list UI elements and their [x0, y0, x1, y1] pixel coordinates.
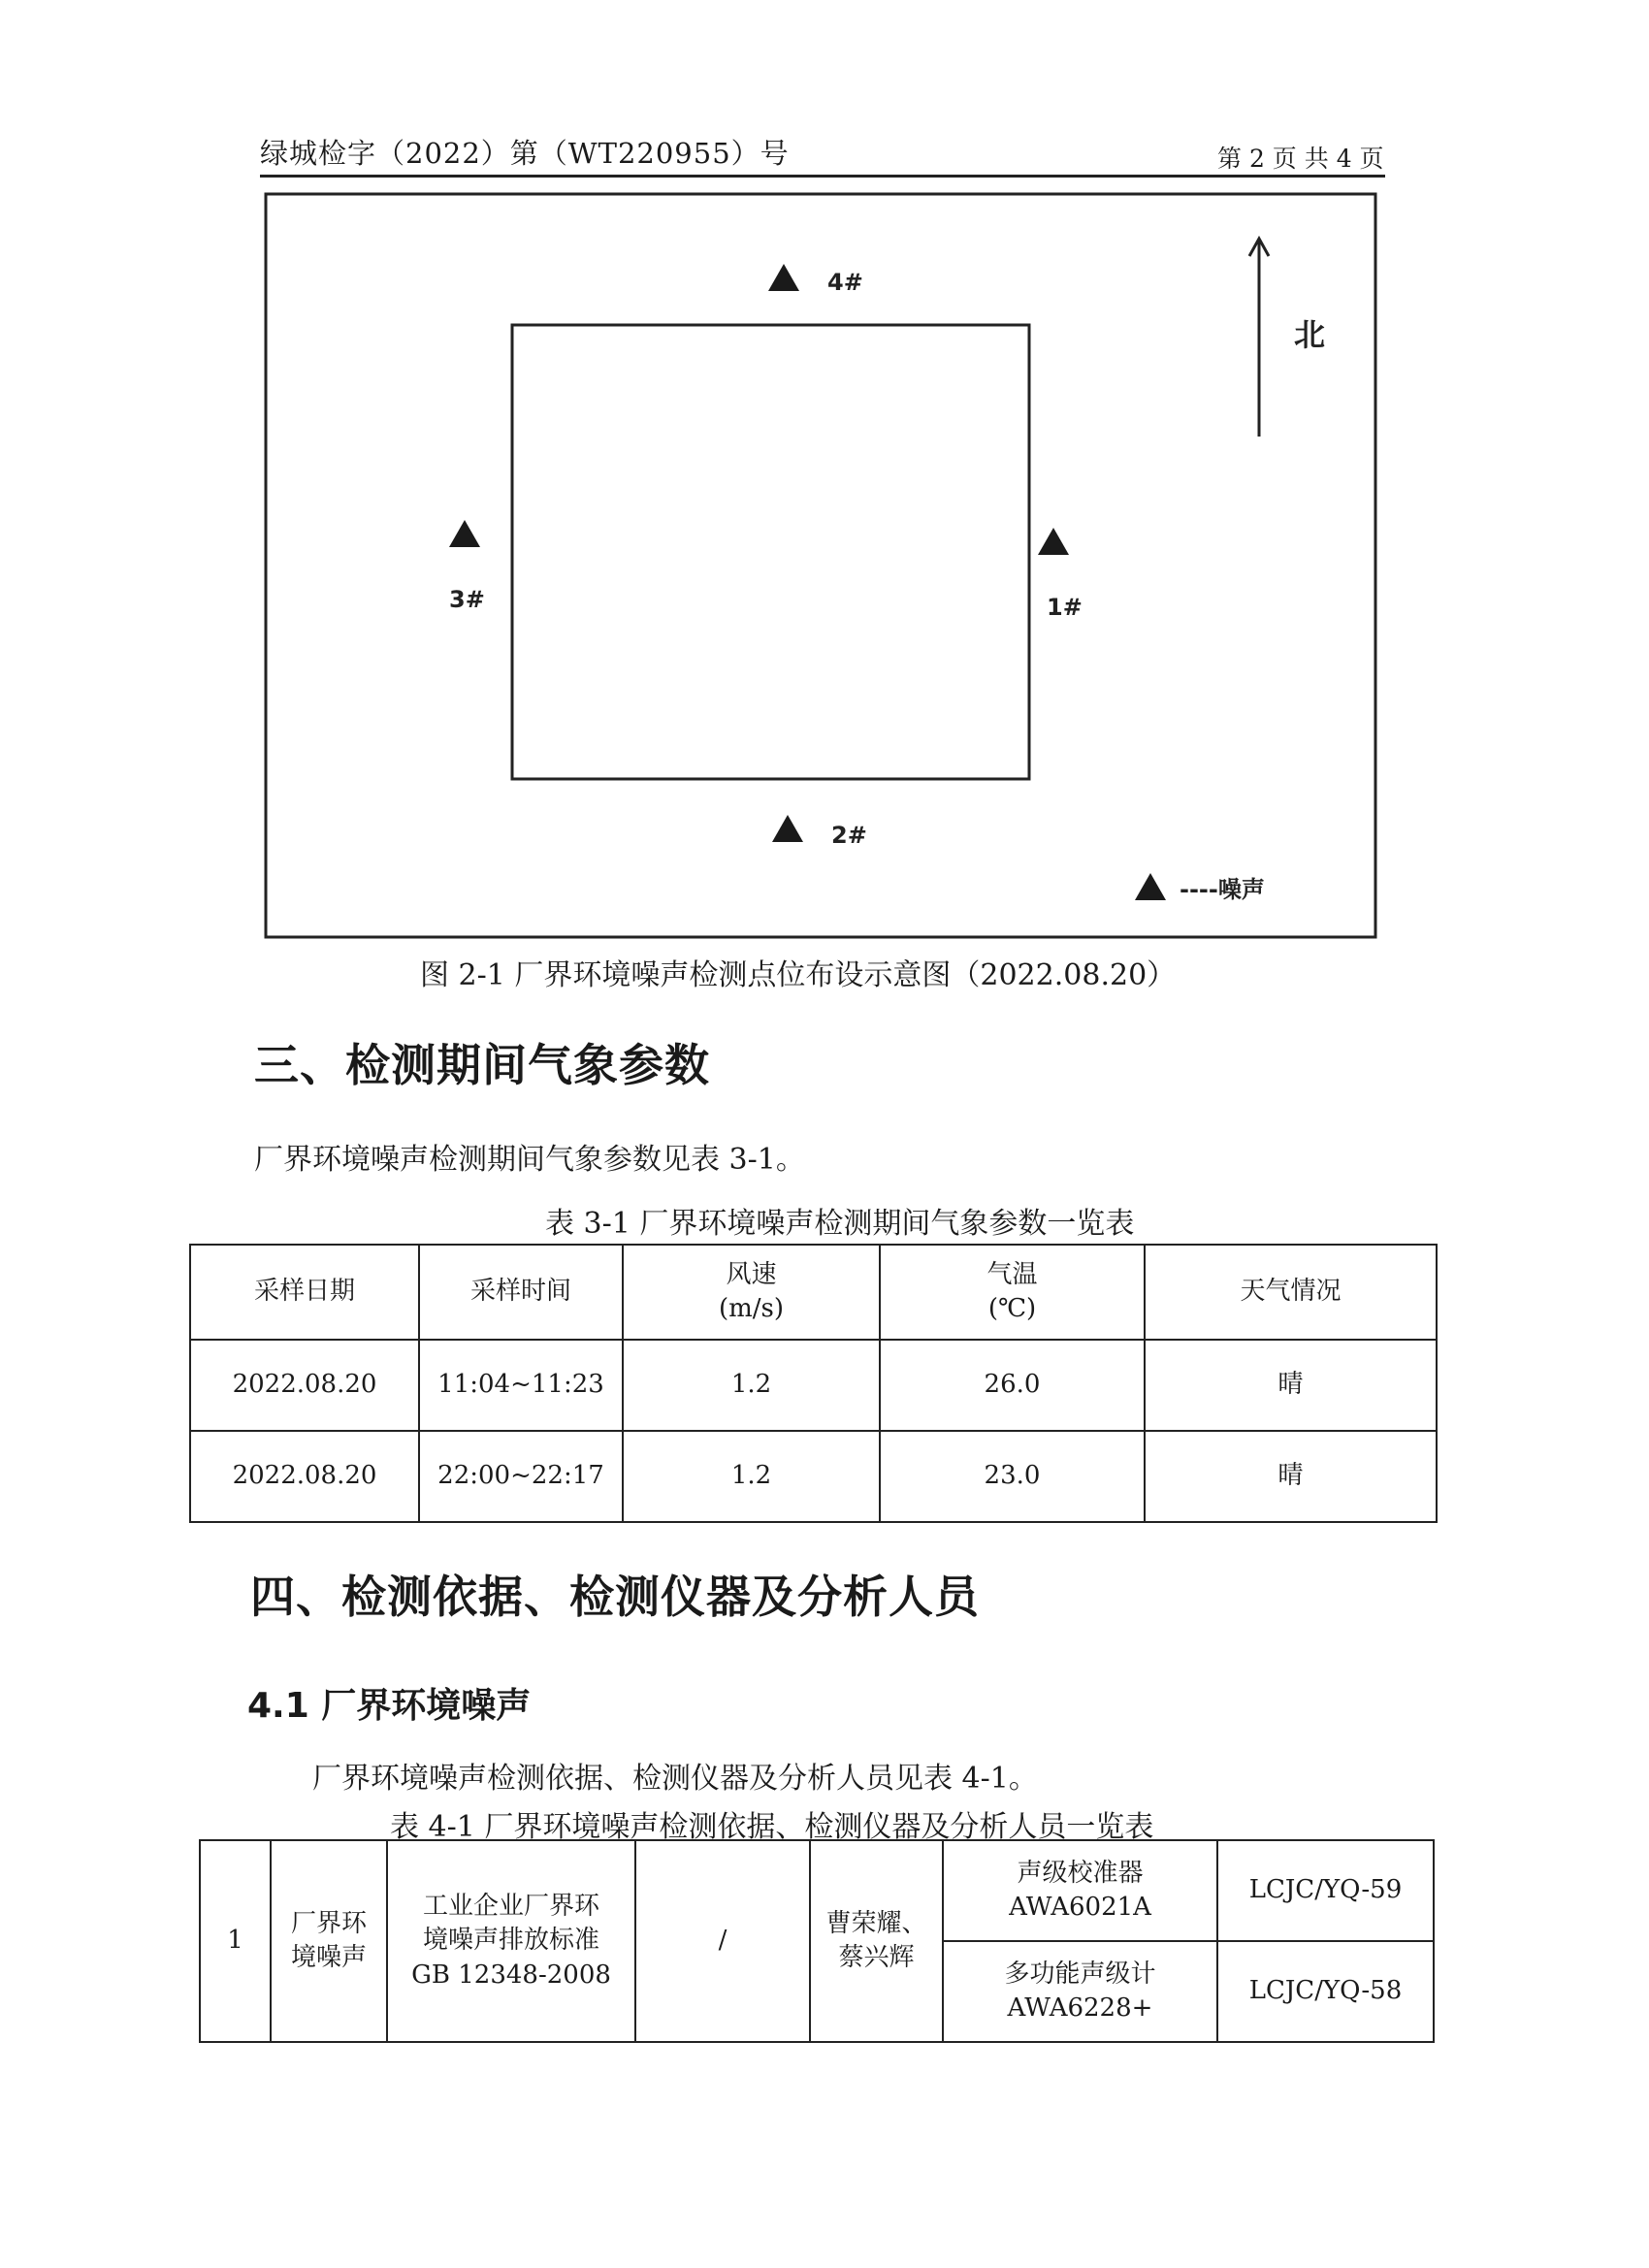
noise-point-marker-2	[772, 815, 803, 842]
noise-point-label-3: 3#	[449, 586, 485, 613]
table-header-row	[190, 1245, 1437, 1340]
legend-marker-icon	[1135, 873, 1166, 900]
cell-instrument-code: LCJC/YQ-58	[1217, 1941, 1434, 2042]
cell-time: 11:04~11:23	[419, 1340, 623, 1431]
cell-weather: 晴	[1145, 1340, 1437, 1431]
cell-standard: 工业企业厂界环 境噪声排放标准 GB 12348-2008	[387, 1840, 635, 2042]
section-4-1-title: 4.1 厂界环境噪声	[247, 1686, 532, 1726]
header-weather: 天气情况	[1145, 1245, 1437, 1340]
table-row	[190, 1340, 1437, 1431]
cell-analysts: 曹荣耀、 蔡兴辉	[810, 1840, 943, 2042]
cell-no: 1	[200, 1840, 271, 2042]
noise-point-label-1: 1#	[1047, 594, 1083, 621]
cell-item: 厂界环 境噪声	[271, 1840, 387, 2042]
cell-time: 22:00~22:17	[419, 1431, 623, 1522]
cell-temperature: 23.0	[880, 1431, 1145, 1522]
plant-boundary	[512, 325, 1029, 779]
diagram-frame	[266, 194, 1375, 937]
noise-point-marker-4	[768, 264, 799, 291]
noise-point-label-4: 4#	[827, 269, 863, 296]
report-number: 绿城检字（2022）第（WT220955）号	[260, 137, 790, 170]
cell-wind-speed: 1.2	[623, 1431, 880, 1522]
cell-date: 2022.08.20	[190, 1340, 419, 1431]
north-label: 北	[1294, 316, 1326, 353]
header-wind-speed: 风速 (m/s)	[623, 1245, 880, 1340]
cell-instrument-name: 声级校准器 AWA6021A	[943, 1840, 1217, 1941]
noise-point-marker-3	[449, 520, 480, 547]
cell-wind-speed: 1.2	[623, 1340, 880, 1431]
header-temperature: 气温 (℃)	[880, 1245, 1145, 1340]
cell-method: /	[635, 1840, 810, 2042]
method-instrument-table	[199, 1839, 1435, 2043]
cell-weather: 晴	[1145, 1431, 1437, 1522]
section-3-intro: 厂界环境噪声检测期间气象参数见表 3-1。	[254, 1143, 805, 1177]
section-3-title: 三、检测期间气象参数	[254, 1039, 710, 1091]
page-info: 第 2 页 共 4 页	[1217, 145, 1384, 173]
noise-point-label-2: 2#	[831, 822, 867, 849]
table-3-1-caption: 表 3-1 厂界环境噪声检测期间气象参数一览表	[545, 1207, 1135, 1241]
header-sampling-date: 采样日期	[190, 1245, 419, 1340]
cell-temperature: 26.0	[880, 1340, 1145, 1431]
weather-table	[189, 1244, 1438, 1523]
table-row	[190, 1431, 1437, 1522]
figure-caption: 图 2-1 厂界环境噪声检测点位布设示意图（2022.08.20）	[420, 958, 1177, 992]
section-4-1-intro: 厂界环境噪声检测依据、检测仪器及分析人员见表 4-1。	[312, 1762, 1038, 1796]
section-4-title: 四、检测依据、检测仪器及分析人员	[250, 1571, 980, 1623]
cell-instrument-code: LCJC/YQ-59	[1217, 1840, 1434, 1941]
legend-label: ----噪声	[1180, 876, 1265, 903]
header-sampling-time: 采样时间	[419, 1245, 623, 1340]
cell-date: 2022.08.20	[190, 1431, 419, 1522]
table-row	[200, 1840, 1434, 1941]
cell-instrument-name: 多功能声级计 AWA6228+	[943, 1941, 1217, 2042]
noise-point-marker-1	[1038, 528, 1069, 555]
table-4-1-caption: 表 4-1 厂界环境噪声检测依据、检测仪器及分析人员一览表	[390, 1810, 1154, 1844]
monitoring-point-diagram	[264, 192, 1377, 939]
header-divider	[260, 175, 1385, 178]
